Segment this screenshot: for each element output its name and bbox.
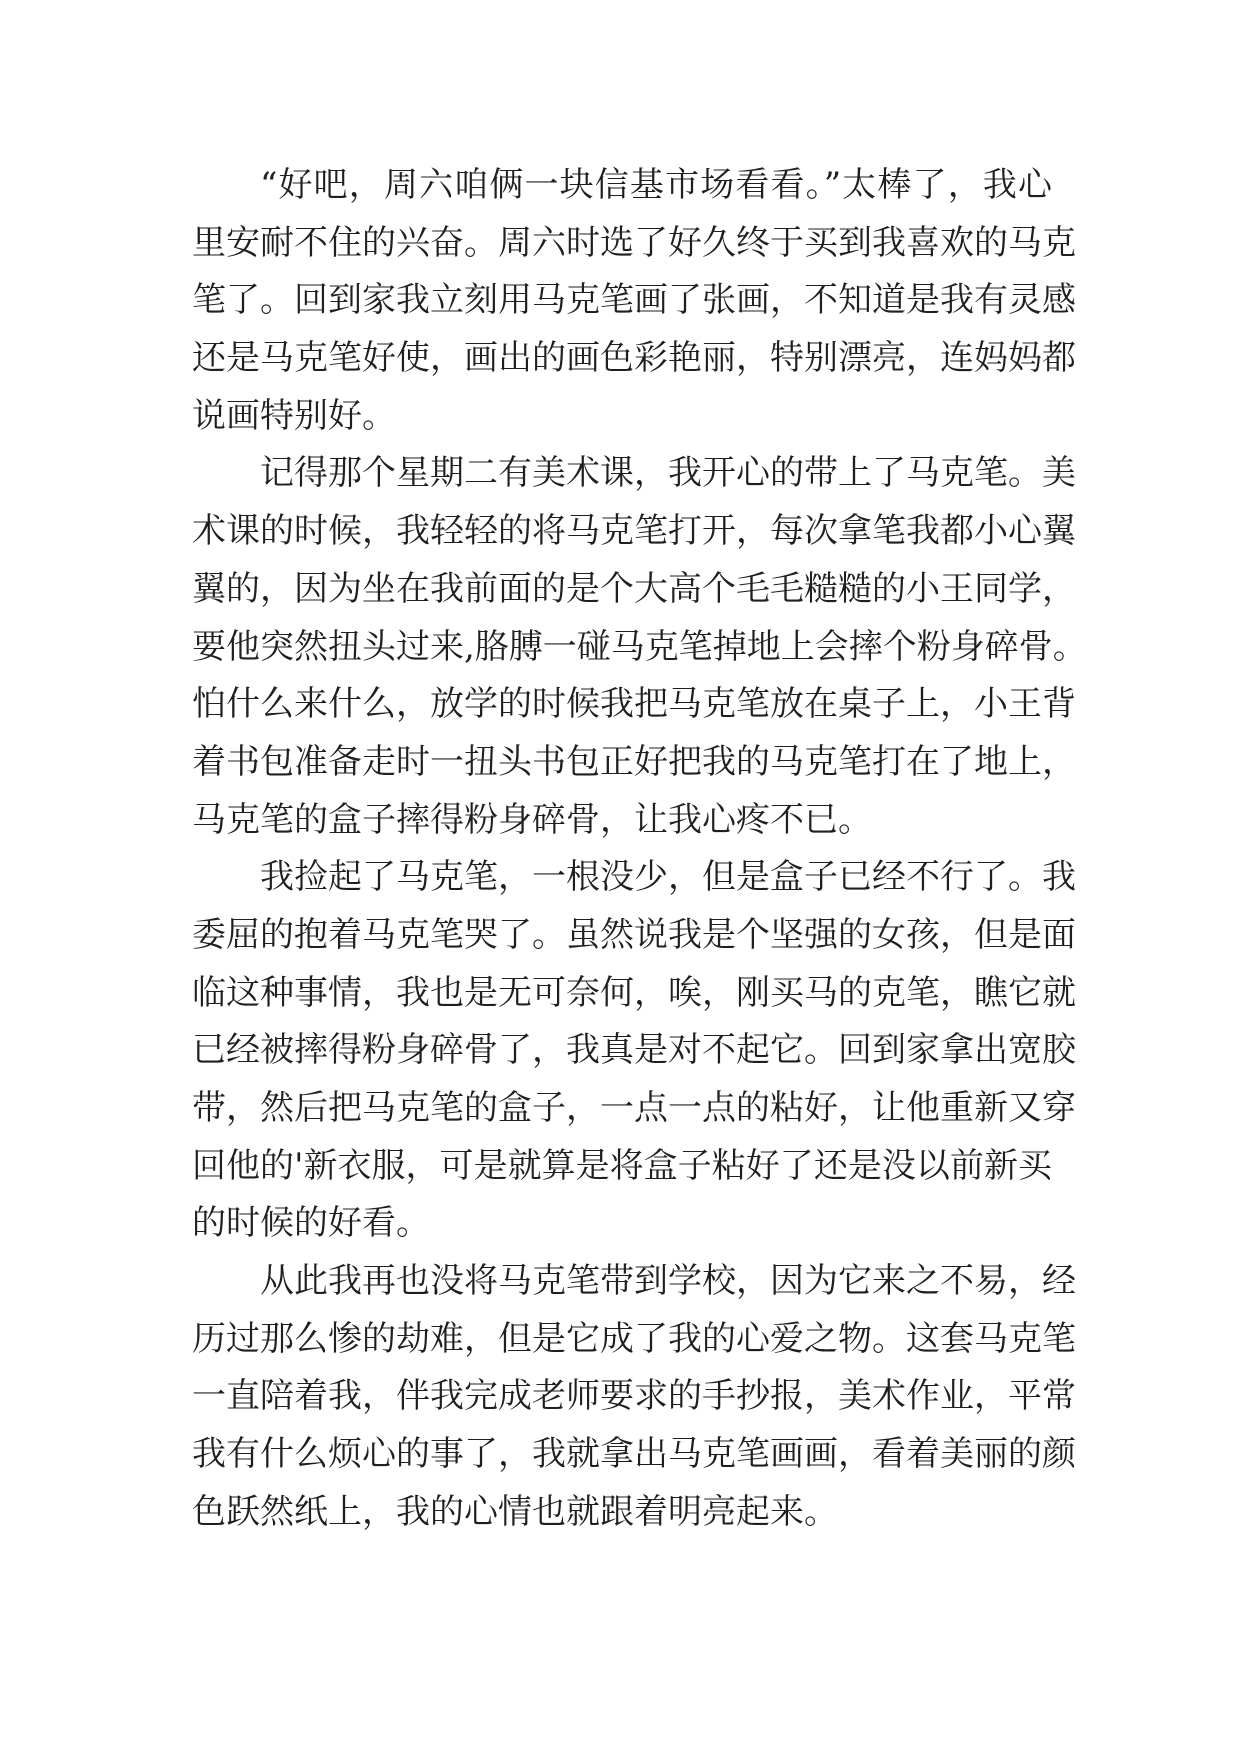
text-line: 的时候的好看。 (192, 1203, 430, 1244)
text-line: 我有什么烦心的事了，我就拿出马克笔画画，看着美丽的颜 (192, 1434, 1076, 1475)
paragraph-4 (192, 1253, 1076, 1541)
text-line: 怕什么来什么，放学的时候我把马克笔放在桌子上，小王背 (192, 684, 1076, 725)
text-line: 历过那么惨的劫难，但是它成了我的心爱之物。这套马克笔 (192, 1318, 1076, 1359)
text-line: 已经被摔得粉身碎骨了，我真是对不起它。回到家拿出宽胶 (192, 1030, 1076, 1071)
text-line: 记得那个星期二有美术课，我开心的带上了马克笔。美 (260, 453, 1076, 494)
text-line: 色跃然纸上，我的心情也就跟着明亮起来。 (192, 1491, 838, 1532)
text-line: 回他的'新衣服，可是就算是将盒子粘好了还是没以前新买 (192, 1145, 1052, 1186)
text-line: 委屈的抱着马克笔哭了。虽然说我是个坚强的女孩，但是面 (192, 914, 1076, 955)
text-line: “好吧，周六咱俩一块信基市场看看。”太棒了，我心 (260, 165, 1052, 205)
text-line: 一直陪着我，伴我完成老师要求的手抄报，美术作业，平常 (192, 1376, 1076, 1417)
text-line: 翼的，因为坐在我前面的是个大高个毛毛糙糙的小王同学， (192, 568, 1076, 609)
document-body (192, 157, 1087, 1542)
text-line: 笔了。回到家我立刻用马克笔画了张画，不知道是我有灵感 (192, 280, 1076, 321)
paragraph-1 (192, 157, 1076, 445)
text-line: 带，然后把马克笔的盒子，一点一点的粘好，让他重新又穿 (192, 1088, 1076, 1128)
paragraph-2 (192, 445, 1087, 849)
text-line: 我捡起了马克笔，一根没少，但是盒子已经不行了。我 (260, 857, 1076, 898)
text-line: 里安耐不住的兴奋。周六时选了好久终于买到我喜欢的马克 (192, 222, 1076, 263)
text-line: 还是马克笔好使，画出的画色彩艳丽，特别漂亮，连妈妈都 (192, 338, 1076, 379)
text-line: 说画特别好。 (192, 395, 396, 436)
text-line: 临这种事情，我也是无可奈何，唉，刚买马的克笔，瞧它就 (192, 972, 1076, 1013)
text-line: 术课的时候，我轻轻的将马克笔打开，每次拿笔我都小心翼 (192, 511, 1076, 552)
text-line: 要他突然扭头过来,胳膊一碰马克笔掉地上会摔个粉身碎骨。 (192, 626, 1087, 667)
paragraph-3 (192, 849, 1076, 1253)
text-line: 从此我再也没将马克笔带到学校，因为它来之不易，经 (260, 1261, 1076, 1302)
text-line: 着书包准备走时一扭头书包正好把我的马克笔打在了地上， (192, 741, 1076, 782)
text-line: 马克笔的盒子摔得粉身碎骨，让我心疼不已。 (192, 799, 872, 840)
